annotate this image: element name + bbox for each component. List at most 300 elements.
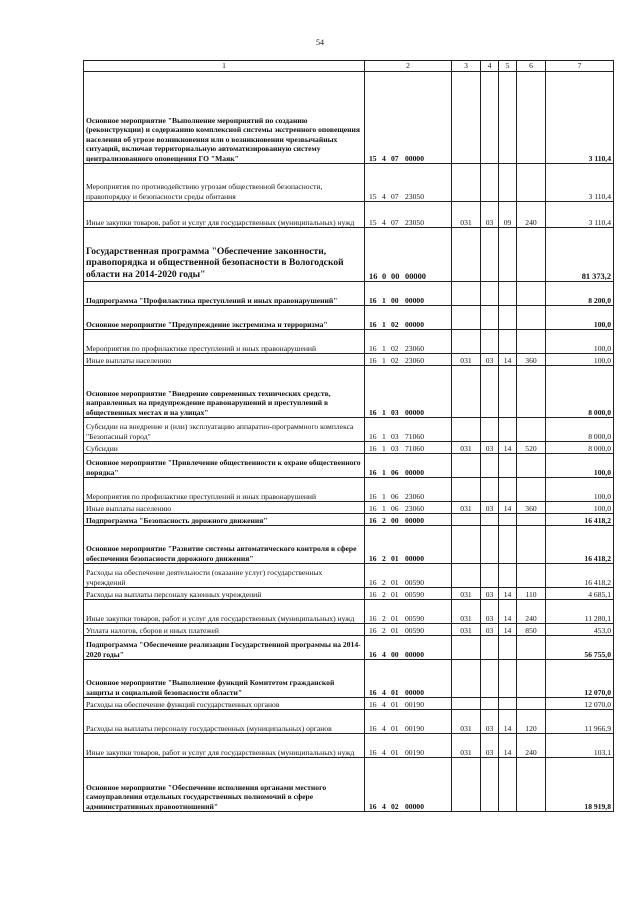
code-part-k1: 16 (369, 613, 377, 623)
row-name: Подпрограмма "Профилактика преступлений и иных правонарушений" (84, 282, 365, 306)
code-col-3 (452, 330, 481, 354)
code-part-k4: 00000 (405, 515, 424, 525)
code-part-k3: 07 (391, 191, 399, 201)
row-name: Субсидии (84, 442, 365, 454)
budget-code (365, 698, 452, 710)
code-col-3 (452, 454, 481, 478)
code-part-k4: 00590 (405, 589, 424, 599)
row-amount: 16 418,2 (546, 514, 614, 526)
row-name: Субсидии на внедрение и (или) эксплуатацию аппаратно-программного комплекса "Безопасный город" (84, 418, 365, 442)
column-header: 3 (452, 61, 481, 72)
table-row (84, 514, 614, 526)
table-row (84, 758, 614, 812)
code-col-4 (481, 698, 499, 710)
code-col-3: 031 (452, 354, 481, 366)
code-col-3 (452, 228, 481, 282)
code-col-6 (517, 282, 546, 306)
table-row (84, 600, 614, 624)
code-part-k3: 01 (391, 625, 399, 635)
code-col-4 (481, 418, 499, 442)
code-col-3: 031 (452, 202, 481, 228)
code-col-6 (517, 698, 546, 710)
budget-code-group (367, 468, 449, 477)
code-col-6 (517, 564, 546, 588)
code-col-4 (481, 526, 499, 564)
row-name: Основное мероприятие "Выполнение мероприятий по созданию (реконструкции) и содержанию комплексной системы экстренного оповещения населения об угрозе возникновения или о возникновении чрезвычайных ситуаций, включая территориальную автоматизированную систему централизованного оповещения ГО "Маяк" (84, 72, 365, 164)
code-col-5: 14 (499, 734, 517, 758)
row-name: Иные закупки товаров, работ и услуг для государственных (муниципальных) нужд (84, 202, 365, 228)
row-name: Иные закупки товаров, работ и услуг для государственных (муниципальных) нужд (84, 734, 365, 758)
code-col-6 (517, 418, 546, 442)
budget-code-group (367, 516, 449, 525)
row-amount: 81 373,2 (546, 228, 614, 282)
budget-code-group (367, 296, 449, 305)
row-name: Основное мероприятие "Внедрение современных технических средств, направленных на предупреждение правонарушений и преступлений в общественных местах и на улицах" (84, 366, 365, 418)
column-header: 5 (499, 61, 517, 72)
budget-code-group (367, 320, 449, 329)
code-part-k1: 15 (369, 217, 377, 227)
code-part-k3: 00 (391, 649, 399, 659)
row-amount: 11 280,1 (546, 600, 614, 624)
table-row (84, 202, 614, 228)
budget-code-group (367, 614, 449, 623)
code-col-3: 031 (452, 442, 481, 454)
code-part-k2: 4 (382, 649, 386, 659)
code-part-k2: 2 (382, 553, 386, 563)
code-col-3 (452, 660, 481, 698)
row-amount: 12 070,0 (546, 660, 614, 698)
budget-code-group (367, 218, 449, 227)
table-row (84, 442, 614, 454)
row-amount: 11 966,9 (546, 710, 614, 734)
code-col-5 (499, 282, 517, 306)
code-col-5 (499, 454, 517, 478)
row-amount: 103,1 (546, 734, 614, 758)
code-col-4 (481, 306, 499, 330)
column-header: 6 (517, 61, 546, 72)
budget-code-group (367, 688, 449, 697)
code-col-4 (481, 478, 499, 502)
budget-code-group (367, 590, 449, 599)
table-row (84, 624, 614, 636)
row-name: Мероприятия по профилактике преступлений и иных правонарушений (84, 330, 365, 354)
code-col-5 (499, 72, 517, 164)
budget-code (365, 660, 452, 698)
column-header: 7 (546, 61, 614, 72)
code-col-3 (452, 514, 481, 526)
table-row (84, 588, 614, 600)
code-part-k2: 1 (382, 355, 386, 365)
code-part-k1: 16 (369, 343, 377, 353)
budget-code-group (367, 724, 449, 733)
code-col-6: 240 (517, 202, 546, 228)
code-part-k3: 02 (391, 801, 399, 811)
code-part-k4: 71060 (405, 431, 424, 441)
table-row (84, 228, 614, 282)
code-part-k1: 16 (369, 503, 377, 513)
budget-code (365, 710, 452, 734)
code-col-5 (499, 526, 517, 564)
code-col-4 (481, 564, 499, 588)
code-part-k3: 02 (391, 355, 399, 365)
row-amount: 100,0 (546, 306, 614, 330)
code-col-5 (499, 660, 517, 698)
code-part-k4: 71060 (405, 443, 424, 453)
code-col-4 (481, 454, 499, 478)
code-part-k1: 15 (369, 153, 377, 163)
code-col-6: 240 (517, 734, 546, 758)
budget-code (365, 306, 452, 330)
budget-code (365, 72, 452, 164)
budget-code (365, 330, 452, 354)
budget-code-group (367, 432, 449, 441)
row-name: Иные выплаты населению (84, 502, 365, 514)
code-col-3 (452, 418, 481, 442)
code-col-3 (452, 564, 481, 588)
budget-table (83, 60, 614, 812)
code-col-5: 14 (499, 502, 517, 514)
row-amount: 16 418,2 (546, 564, 614, 588)
code-part-k4: 23060 (405, 491, 424, 501)
code-col-4: 03 (481, 354, 499, 366)
budget-code-group (367, 504, 449, 513)
code-part-k4: 00190 (405, 699, 424, 709)
code-part-k4: 00590 (405, 625, 424, 635)
budget-code (365, 354, 452, 366)
code-col-4: 03 (481, 734, 499, 758)
code-part-k4: 00000 (405, 553, 424, 563)
code-part-k4: 00000 (405, 467, 424, 477)
budget-code (365, 418, 452, 442)
code-part-k3: 01 (391, 723, 399, 733)
row-name: Расходы на обеспечение деятельности (оказание услуг) государственных учреждений (84, 564, 365, 588)
code-part-k2: 1 (382, 491, 386, 501)
code-part-k1: 16 (369, 553, 377, 563)
code-part-k1: 16 (369, 355, 377, 365)
budget-code (365, 228, 452, 282)
code-part-k2: 1 (382, 431, 386, 441)
table-row (84, 478, 614, 502)
code-col-6: 110 (517, 588, 546, 600)
budget-code (365, 202, 452, 228)
code-col-4 (481, 282, 499, 306)
budget-code-group (367, 578, 449, 587)
row-amount: 100,0 (546, 478, 614, 502)
code-part-k1: 16 (369, 515, 377, 525)
code-part-k2: 1 (382, 467, 386, 477)
code-col-6 (517, 758, 546, 812)
row-amount: 100,0 (546, 330, 614, 354)
budget-code (365, 734, 452, 758)
budget-code (365, 514, 452, 526)
code-part-k2: 1 (382, 319, 386, 329)
code-part-k3: 00 (391, 295, 399, 305)
code-part-k4: 23060 (405, 355, 424, 365)
row-name: Мероприятия по профилактике преступлений и иных правонарушений (84, 478, 365, 502)
budget-code-group (367, 192, 449, 201)
row-name: Основное мероприятие "Привлечение общественности к охране общественного порядка" (84, 454, 365, 478)
code-part-k2: 4 (382, 217, 386, 227)
budget-code-group (367, 356, 449, 365)
code-part-k3: 02 (391, 343, 399, 353)
code-part-k1: 16 (369, 577, 377, 587)
code-part-k1: 16 (369, 431, 377, 441)
row-amount: 453,0 (546, 624, 614, 636)
code-col-6 (517, 164, 546, 202)
code-part-k3: 01 (391, 589, 399, 599)
code-col-3: 031 (452, 600, 481, 624)
code-part-k4: 00000 (405, 153, 424, 163)
code-part-k2: 4 (382, 191, 386, 201)
code-col-5 (499, 514, 517, 526)
code-part-k2: 2 (382, 577, 386, 587)
column-header: 1 (84, 61, 365, 72)
budget-code (365, 600, 452, 624)
row-name: Иные закупки товаров, работ и услуг для государственных (муниципальных) нужд (84, 600, 365, 624)
row-name: Расходы на обеспечение функций государственных органов (84, 698, 365, 710)
table-row (84, 564, 614, 588)
code-col-5 (499, 330, 517, 354)
code-part-k1: 15 (369, 191, 377, 201)
code-part-k3: 00 (391, 515, 399, 525)
row-amount: 100,0 (546, 502, 614, 514)
table-row (84, 366, 614, 418)
code-col-3 (452, 698, 481, 710)
budget-code-group (367, 700, 449, 709)
code-col-4: 03 (481, 502, 499, 514)
row-amount: 8 000,0 (546, 442, 614, 454)
row-name: Государственная программа "Обеспечение законности, правопорядка и общественной безопасности в Вологодской области на 2014-2020 годы" (84, 228, 365, 282)
budget-code-group (367, 154, 449, 163)
code-part-k4: 00190 (405, 747, 424, 757)
code-part-k1: 16 (369, 467, 377, 477)
code-part-k1: 16 (369, 625, 377, 635)
code-part-k1: 16 (369, 687, 377, 697)
budget-code-group (367, 650, 449, 659)
budget-code-group (367, 554, 449, 563)
code-part-k4: 23050 (405, 217, 424, 227)
code-col-6 (517, 330, 546, 354)
code-col-4 (481, 636, 499, 660)
code-col-5 (499, 698, 517, 710)
code-col-6: 520 (517, 442, 546, 454)
code-col-6: 360 (517, 502, 546, 514)
table-row (84, 698, 614, 710)
code-part-k2: 4 (382, 687, 386, 697)
budget-code (365, 454, 452, 478)
page-number: 54 (316, 38, 324, 47)
table-row (84, 330, 614, 354)
code-part-k2: 4 (382, 801, 386, 811)
code-part-k1: 16 (369, 319, 377, 329)
row-name: Основное мероприятие "Предупреждение экстремизма и терроризма" (84, 306, 365, 330)
code-col-3 (452, 306, 481, 330)
row-amount: 8 200,0 (546, 282, 614, 306)
code-part-k1: 16 (369, 491, 377, 501)
budget-code (365, 588, 452, 600)
column-header: 4 (481, 61, 499, 72)
code-col-6 (517, 514, 546, 526)
code-part-k4: 00000 (405, 687, 424, 697)
code-part-k2: 2 (382, 625, 386, 635)
table-row (84, 502, 614, 514)
code-part-k1: 16 (369, 649, 377, 659)
code-col-5 (499, 306, 517, 330)
code-col-6 (517, 366, 546, 418)
code-part-k3: 06 (391, 503, 399, 513)
code-part-k4: 23060 (405, 503, 424, 513)
code-part-k3: 01 (391, 687, 399, 697)
code-part-k2: 4 (382, 747, 386, 757)
code-col-6 (517, 660, 546, 698)
row-amount: 8 000,0 (546, 418, 614, 442)
code-col-6 (517, 306, 546, 330)
row-name: Основное мероприятие "Выполнение функций Комитетом гражданской защиты и социальной безопасности области" (84, 660, 365, 698)
row-name: Мероприятия по противодействию угрозам общественной безопасности, правопорядку и безопасности среды обитания (84, 164, 365, 202)
table-row (84, 526, 614, 564)
code-col-3: 031 (452, 624, 481, 636)
code-col-4 (481, 366, 499, 418)
code-col-5 (499, 228, 517, 282)
code-part-k2: 1 (382, 503, 386, 513)
code-part-k2: 1 (382, 343, 386, 353)
row-amount: 56 755,0 (546, 636, 614, 660)
budget-code-group (367, 272, 449, 281)
code-part-k4: 00000 (405, 801, 424, 811)
row-amount: 100,0 (546, 354, 614, 366)
row-amount: 3 110,4 (546, 164, 614, 202)
code-part-k4: 00000 (405, 295, 424, 305)
code-part-k2: 2 (382, 589, 386, 599)
table-row (84, 454, 614, 478)
budget-code (365, 366, 452, 418)
code-col-3 (452, 282, 481, 306)
budget-code (365, 526, 452, 564)
row-amount: 100,0 (546, 454, 614, 478)
row-amount: 16 418,2 (546, 526, 614, 564)
code-col-3 (452, 478, 481, 502)
code-col-4 (481, 228, 499, 282)
code-col-6: 120 (517, 710, 546, 734)
row-name: Подпрограмма "Обеспечение реализации Государственной программы на 2014-2020 годы" (84, 636, 365, 660)
row-amount: 12 070,0 (546, 698, 614, 710)
row-name: Основное мероприятие "Обеспечение исполнения органами местного самоуправления отдельных государственных полномочий в сфере административных правоотношений" (84, 758, 365, 812)
code-col-3: 031 (452, 588, 481, 600)
budget-code (365, 502, 452, 514)
code-part-k3: 02 (391, 319, 399, 329)
code-part-k2: 2 (382, 613, 386, 623)
code-col-5: 14 (499, 710, 517, 734)
table-row (84, 418, 614, 442)
budget-code-group (367, 748, 449, 757)
code-col-6 (517, 228, 546, 282)
table-row (84, 72, 614, 164)
code-col-5: 14 (499, 600, 517, 624)
code-col-4 (481, 72, 499, 164)
code-part-k4: 00000 (405, 271, 426, 281)
code-col-3 (452, 164, 481, 202)
code-part-k1: 16 (369, 443, 377, 453)
code-part-k4: 00590 (405, 613, 424, 623)
row-name: Расходы на выплаты персоналу государственных (муниципальных) органов (84, 710, 365, 734)
code-part-k3: 01 (391, 613, 399, 623)
code-part-k4: 00000 (405, 407, 424, 417)
row-name: Расходы на выплаты персоналу казенных учреждений (84, 588, 365, 600)
budget-code-group (367, 492, 449, 501)
budget-code (365, 636, 452, 660)
row-amount: 3 110,4 (546, 72, 614, 164)
code-col-3 (452, 636, 481, 660)
budget-code (365, 758, 452, 812)
code-col-4 (481, 330, 499, 354)
code-col-5: 14 (499, 588, 517, 600)
code-col-4 (481, 514, 499, 526)
code-col-4: 03 (481, 202, 499, 228)
code-part-k2: 4 (382, 699, 386, 709)
code-part-k3: 03 (391, 443, 399, 453)
code-col-5 (499, 564, 517, 588)
code-col-6 (517, 478, 546, 502)
code-part-k4: 00590 (405, 577, 424, 587)
code-part-k3: 07 (391, 217, 399, 227)
code-part-k4: 00190 (405, 723, 424, 733)
table-row (84, 164, 614, 202)
code-part-k4: 00000 (405, 319, 424, 329)
code-part-k3: 03 (391, 431, 399, 441)
code-part-k2: 4 (382, 153, 386, 163)
code-col-5: 14 (499, 442, 517, 454)
table-header-row (84, 61, 614, 72)
code-part-k1: 16 (369, 589, 377, 599)
budget-code-group (367, 626, 449, 635)
budget-code (365, 478, 452, 502)
code-part-k3: 01 (391, 699, 399, 709)
code-col-6 (517, 636, 546, 660)
budget-code-group (367, 444, 449, 453)
code-col-5 (499, 758, 517, 812)
row-name: Уплата налогов, сборов и иных платежей (84, 624, 365, 636)
code-col-6 (517, 72, 546, 164)
code-part-k2: 0 (382, 271, 387, 281)
code-part-k4: 00000 (405, 649, 424, 659)
code-part-k1: 16 (369, 723, 377, 733)
row-name: Подпрограмма "Безопасность дорожного движения" (84, 514, 365, 526)
code-col-3: 031 (452, 502, 481, 514)
row-amount: 4 685,1 (546, 588, 614, 600)
code-part-k2: 4 (382, 723, 386, 733)
code-col-3 (452, 526, 481, 564)
code-col-4: 03 (481, 588, 499, 600)
code-col-5 (499, 478, 517, 502)
code-part-k1: 16 (369, 747, 377, 757)
code-col-4: 03 (481, 710, 499, 734)
row-amount: 8 000,0 (546, 366, 614, 418)
code-col-6 (517, 526, 546, 564)
code-col-4: 03 (481, 600, 499, 624)
code-col-6: 850 (517, 624, 546, 636)
budget-code-group (367, 344, 449, 353)
code-col-4 (481, 660, 499, 698)
code-part-k1: 16 (369, 295, 377, 305)
row-amount: 18 919,8 (546, 758, 614, 812)
table-row (84, 306, 614, 330)
code-col-6: 360 (517, 354, 546, 366)
code-part-k2: 1 (382, 443, 386, 453)
code-col-5: 14 (499, 624, 517, 636)
code-col-5: 14 (499, 354, 517, 366)
code-col-4: 03 (481, 624, 499, 636)
code-part-k3: 03 (391, 407, 399, 417)
